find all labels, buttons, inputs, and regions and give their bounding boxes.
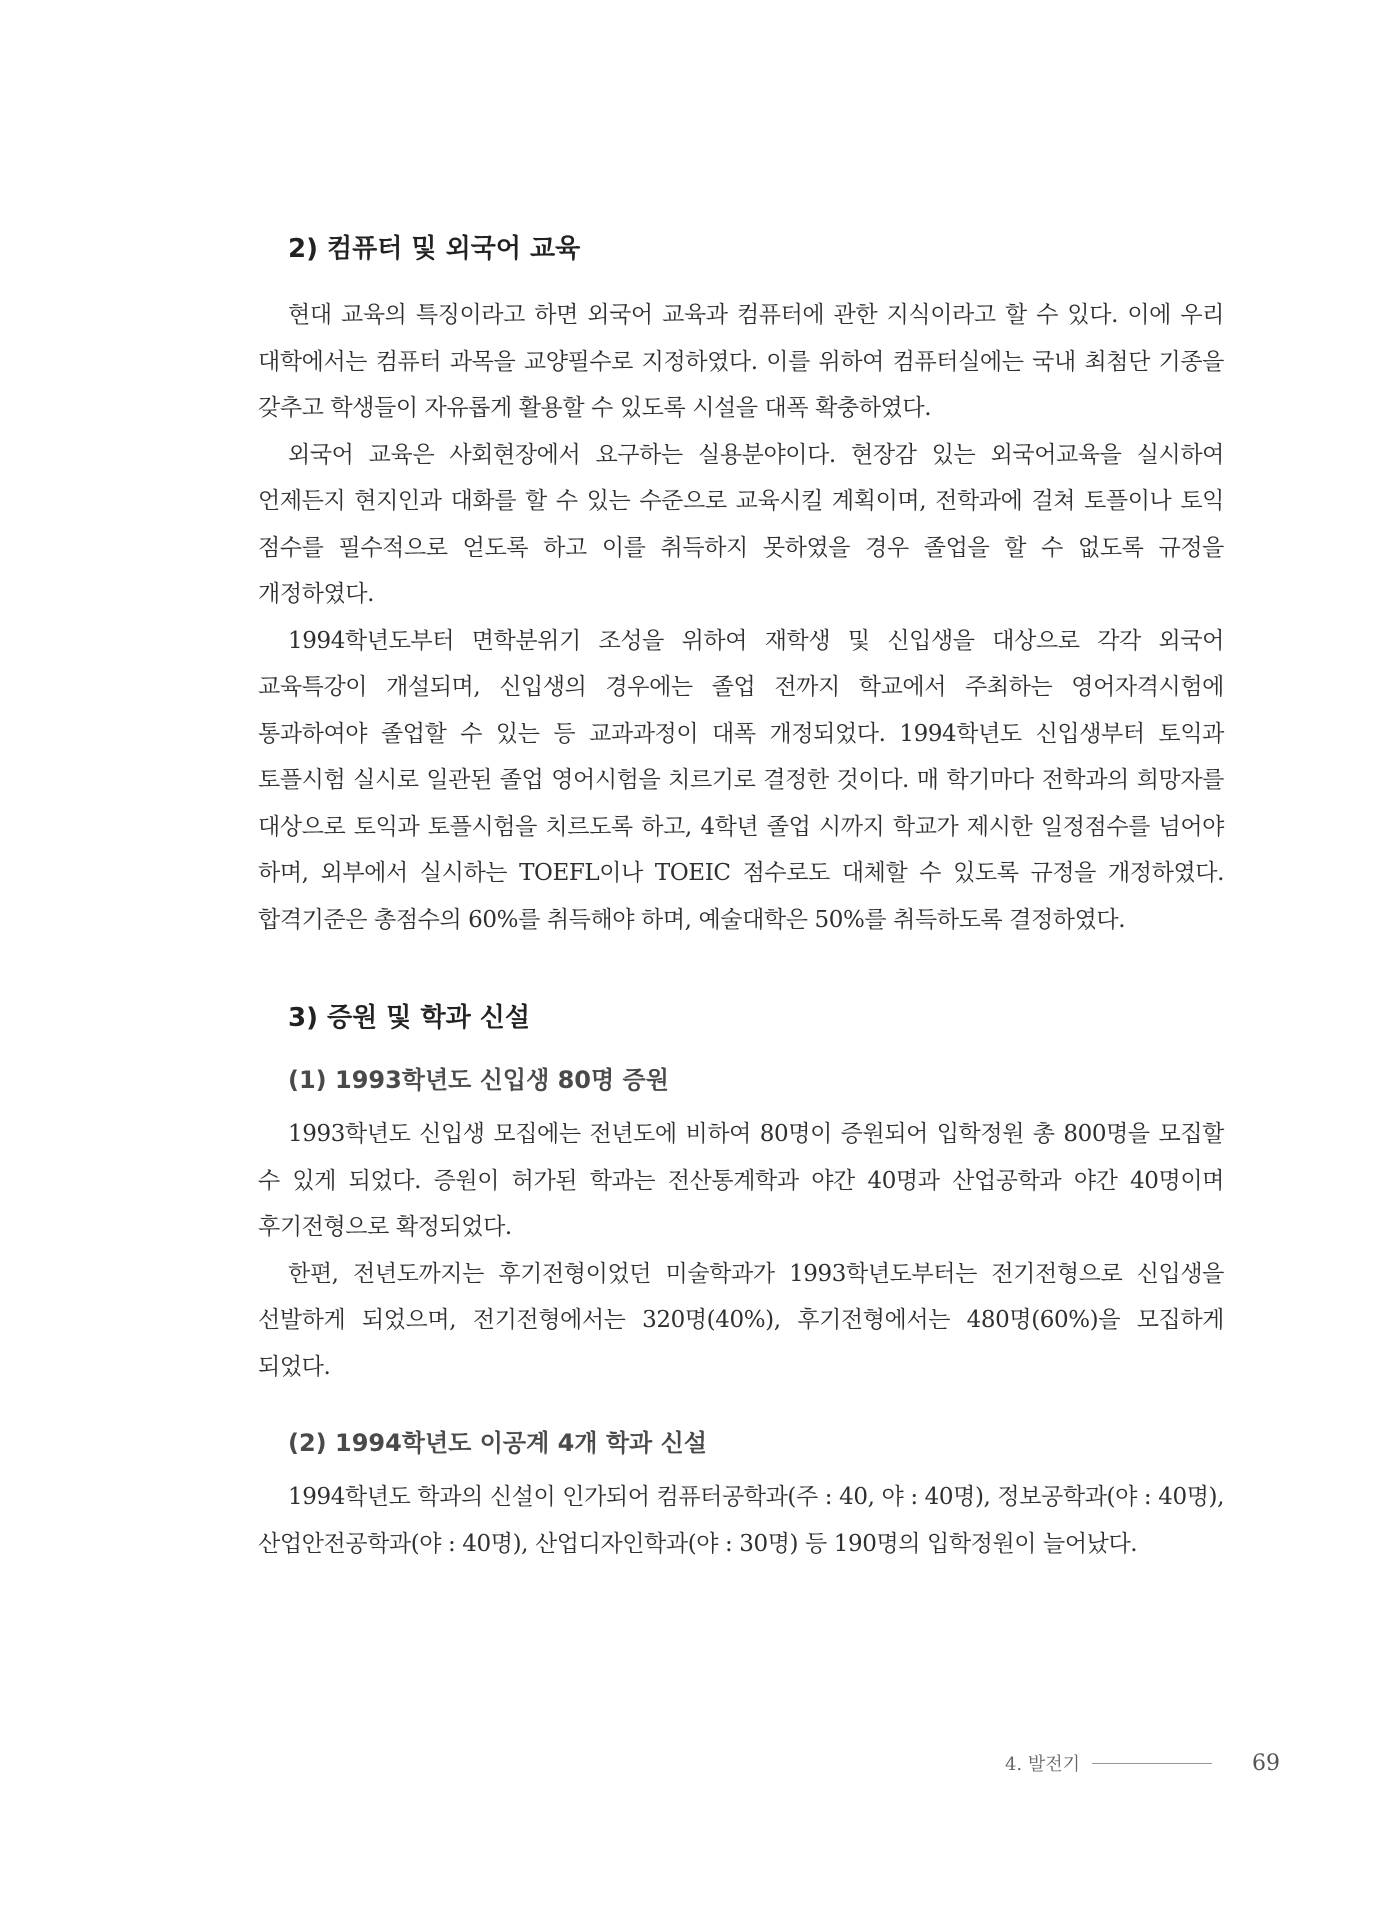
paragraph: 외국어 교육은 사회현장에서 요구하는 실용분야이다. 현장감 있는 외국어교육을 실시하여 언제든지 현지인과 대화를 할 수 있는 수준으로 교육시킬 계획이며, 전학과에 걸쳐 토플이나 토익 점수를 필수적으로 얻도록 하고 이를 취득하지 못하였을 경우 졸업을 할 수 없도록 규정을 개정하였다. bbox=[258, 441, 1224, 607]
subsection-heading-1993: (1) 1993학년도 신입생 80명 증원 bbox=[288, 1066, 669, 1094]
footer-chapter-title: 4. 발전기 bbox=[1004, 1754, 1080, 1775]
page-footer bbox=[1005, 1750, 1280, 1776]
paragraph: 현대 교육의 특징이라고 하면 외국어 교육과 컴퓨터에 관한 지식이라고 할 수 있다. 이에 우리 대학에서는 컴퓨터 과목을 교양필수로 지정하였다. 이를 위하여 컴퓨터실에는 국내 최첨단 기종을 갖추고 학생들이 자유롭게 활용할 수 있도록 시설을 대폭 확충하였다. bbox=[258, 302, 1224, 421]
paragraph: 1993학년도 신입생 모집에는 전년도에 비하여 80명이 증원되어 입학정원 총 800명을 모집할 수 있게 되었다. 증원이 허가된 학과는 전산통계학과 야간 40명과 산업공학과 야간 40명이며 후기전형으로 확정되었다. bbox=[258, 1121, 1224, 1240]
footer-divider bbox=[1092, 1763, 1212, 1764]
paragraph: 한편, 전년도까지는 후기전형이었던 미술학과가 1993학년도부터는 전기전형으로 신입생을 선발하게 되었으며, 전기전형에서는 320명(40%), 후기전형에서는 480명(60%)을 모집하게 되었다. bbox=[258, 1260, 1224, 1380]
page-content bbox=[258, 218, 1224, 1567]
paragraph: 1994학년도 학과의 신설이 인가되어 컴퓨터공학과(주 : 40, 야 : 40명), 정보공학과(야 : 40명), 산업안전공학과(야 : 40명), 산업디자인학과(야 : 30명) 등 190명의 입학정원이 늘어났다. bbox=[258, 1484, 1224, 1557]
section-heading-computer-language: 2) 컴퓨터 및 외국어 교육 bbox=[288, 234, 581, 264]
page-number: 69 bbox=[1252, 1750, 1280, 1776]
paragraph: 1994학년도부터 면학분위기 조성을 위하여 재학생 및 신입생을 대상으로 각각 외국어 교육특강이 개설되며, 신입생의 경우에는 졸업 전까지 학교에서 주최하는 영어자격시험에 통과하여야 졸업할 수 있는 등 교과과정이 대폭 개정되었다. 1994학년도 신입생부터 토익과 토플시험 실시로 일관된 졸업 영어시험을 치르기로 결정한 것이다. 매 학기마다 전학과의 희망자를 대상으로 토익과 토플시험을 치르도록 하고, 4학년 졸업 시까지 학교가 제시한 일정점수를 넘어야 하며, 외부에서 실시하는 TOEFL이나 TOEIC 점수로도 대체할 수 있도록 규정을 개정하였다. 합격기준은 총점수의 60%를 취득해야 하며, 예술대학은 50%를 취득하도록 결정하였다. bbox=[258, 627, 1224, 933]
subsection-heading-1994: (2) 1994학년도 이공계 4개 학과 신설 bbox=[288, 1429, 707, 1457]
section-heading-enrollment: 3) 증원 및 학과 신설 bbox=[288, 1003, 530, 1033]
